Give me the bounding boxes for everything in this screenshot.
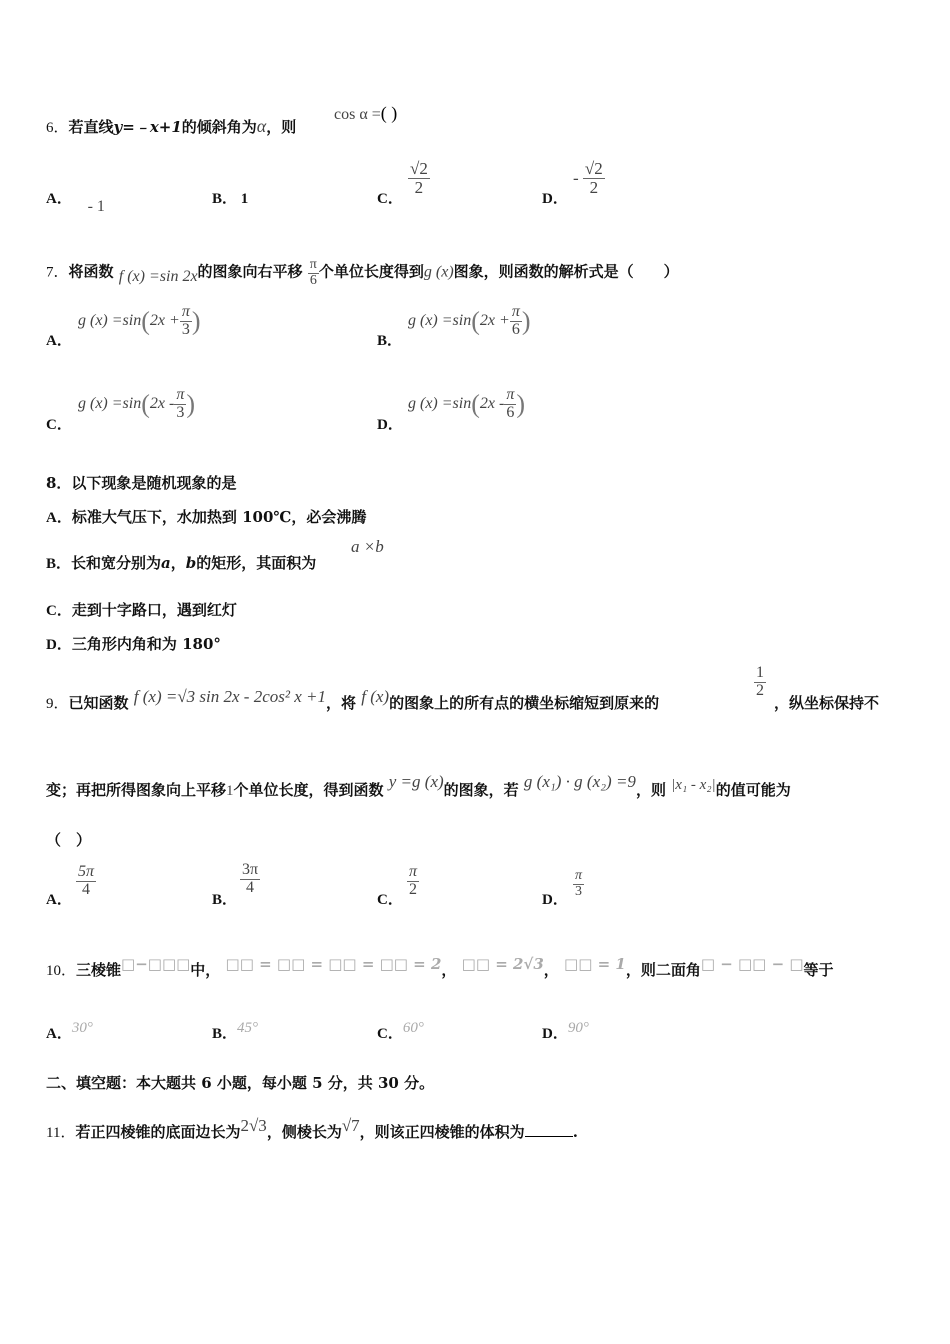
q9-stem-line2: 变；再把所得图象向上平移1个单位长度，得到函数 y =g (x)的图象，若 g (x₁) · g (x₂) =9，则 |x₁ - x₂|的值可能为: [46, 772, 791, 799]
q7-option-a[interactable]: A．: [46, 333, 72, 349]
q9-stem-line1: 9．已知函数 f (x) =√3 sin 2x - 2cos² x +1，将 f (x)的图象上的所有点的横坐标缩短到原来的: [46, 687, 660, 712]
q7-option-c[interactable]: C．: [46, 417, 72, 433]
q8-option-b[interactable]: B．长和宽分别为a，b的矩形，其面积为: [46, 554, 317, 572]
q6-stem: 6．若直线y=﹣x+1的倾斜角为α，则: [46, 116, 297, 136]
q10-option-a[interactable]: A．30°: [46, 1020, 93, 1042]
q8-stem: 8．以下现象是随机现象的是: [46, 474, 237, 492]
q9-stem-line1-end: ，纵坐标保持不: [774, 694, 880, 712]
q6-option-d-frac: - $\frac{√2}{2}$: [573, 159, 603, 197]
q9-half: $\frac{1}{2}$: [756, 664, 764, 699]
q10-option-b[interactable]: B．45°: [212, 1020, 259, 1042]
q10-option-c[interactable]: C．60°: [377, 1020, 424, 1042]
q8-option-b-expr: a ×b: [351, 537, 384, 556]
q7-option-a-expr: g (x) =sin(2x + $\frac{\pi}{3}$ ): [78, 303, 201, 338]
q9-option-b[interactable]: B．: [212, 892, 238, 908]
q7-option-d[interactable]: D．: [377, 417, 403, 433]
q6-option-c[interactable]: C．: [377, 191, 403, 207]
q9-option-b-frac: $\frac{3\pi}{4}$: [242, 861, 259, 896]
q9-option-a[interactable]: A．: [46, 892, 72, 908]
q11-answer-blank[interactable]: [525, 1136, 573, 1137]
q9-option-d[interactable]: D．: [542, 892, 568, 908]
q11-stem: 11．若正四棱锥的底面边长为2√3，侧棱长为√7，则该正四棱锥的体积为 .: [46, 1116, 578, 1141]
q6-option-d[interactable]: D．: [542, 191, 568, 207]
q9-option-c-frac: $\frac{\pi}{2}$: [409, 863, 418, 898]
q9-option-c[interactable]: C．: [377, 892, 403, 908]
q10-option-d[interactable]: D．90°: [542, 1020, 589, 1042]
q7-option-b[interactable]: B．: [377, 333, 403, 349]
q8-option-c[interactable]: C．走到十字路口，遇到红灯: [46, 601, 237, 619]
section-heading: 二、填空题：本大题共 6 小题，每小题 5 分，共 30 分。: [46, 1074, 435, 1092]
q6-formula: cos α =( ): [334, 103, 398, 123]
q6-option-a[interactable]: A． - 1: [46, 191, 105, 215]
q6-option-b[interactable]: B． 1: [212, 191, 249, 207]
q8-option-d[interactable]: D．三角形内角和为 180°: [46, 635, 221, 653]
q7-stem: 7．将函数 f (x) =sin 2x的图象向右平移 $\frac{\pi}{6}$ 个单位长度得到g (x)图象，则函数的解析式是（ ）: [46, 257, 679, 288]
q9-option-d-frac: $\frac{\pi}{3}$: [575, 868, 583, 899]
q9-bracket: （ ）: [46, 831, 92, 849]
q9-option-a-frac: $\frac{5\pi}{4}$: [78, 863, 95, 898]
q10-stem: 10．三棱锥□−□□□中， □□ = □□ = □□ = □□ = 2， □□ = 2√3， □□ = 1，则二面角□ − □□ − □等于: [46, 955, 834, 979]
q7-option-c-expr: g (x) =sin(2x - $\frac{\pi}{3}$ ): [78, 386, 196, 421]
q8-option-a[interactable]: A．标准大气压下，水加热到 100℃，必会沸腾: [46, 508, 367, 526]
q6-option-c-frac: $\frac{√2}{2}$: [410, 159, 428, 197]
q7-option-d-expr: g (x) =sin(2x - $\frac{\pi}{6}$ ): [408, 386, 526, 421]
q7-option-b-expr: g (x) =sin(2x + $\frac{\pi}{6}$ ): [408, 303, 531, 338]
